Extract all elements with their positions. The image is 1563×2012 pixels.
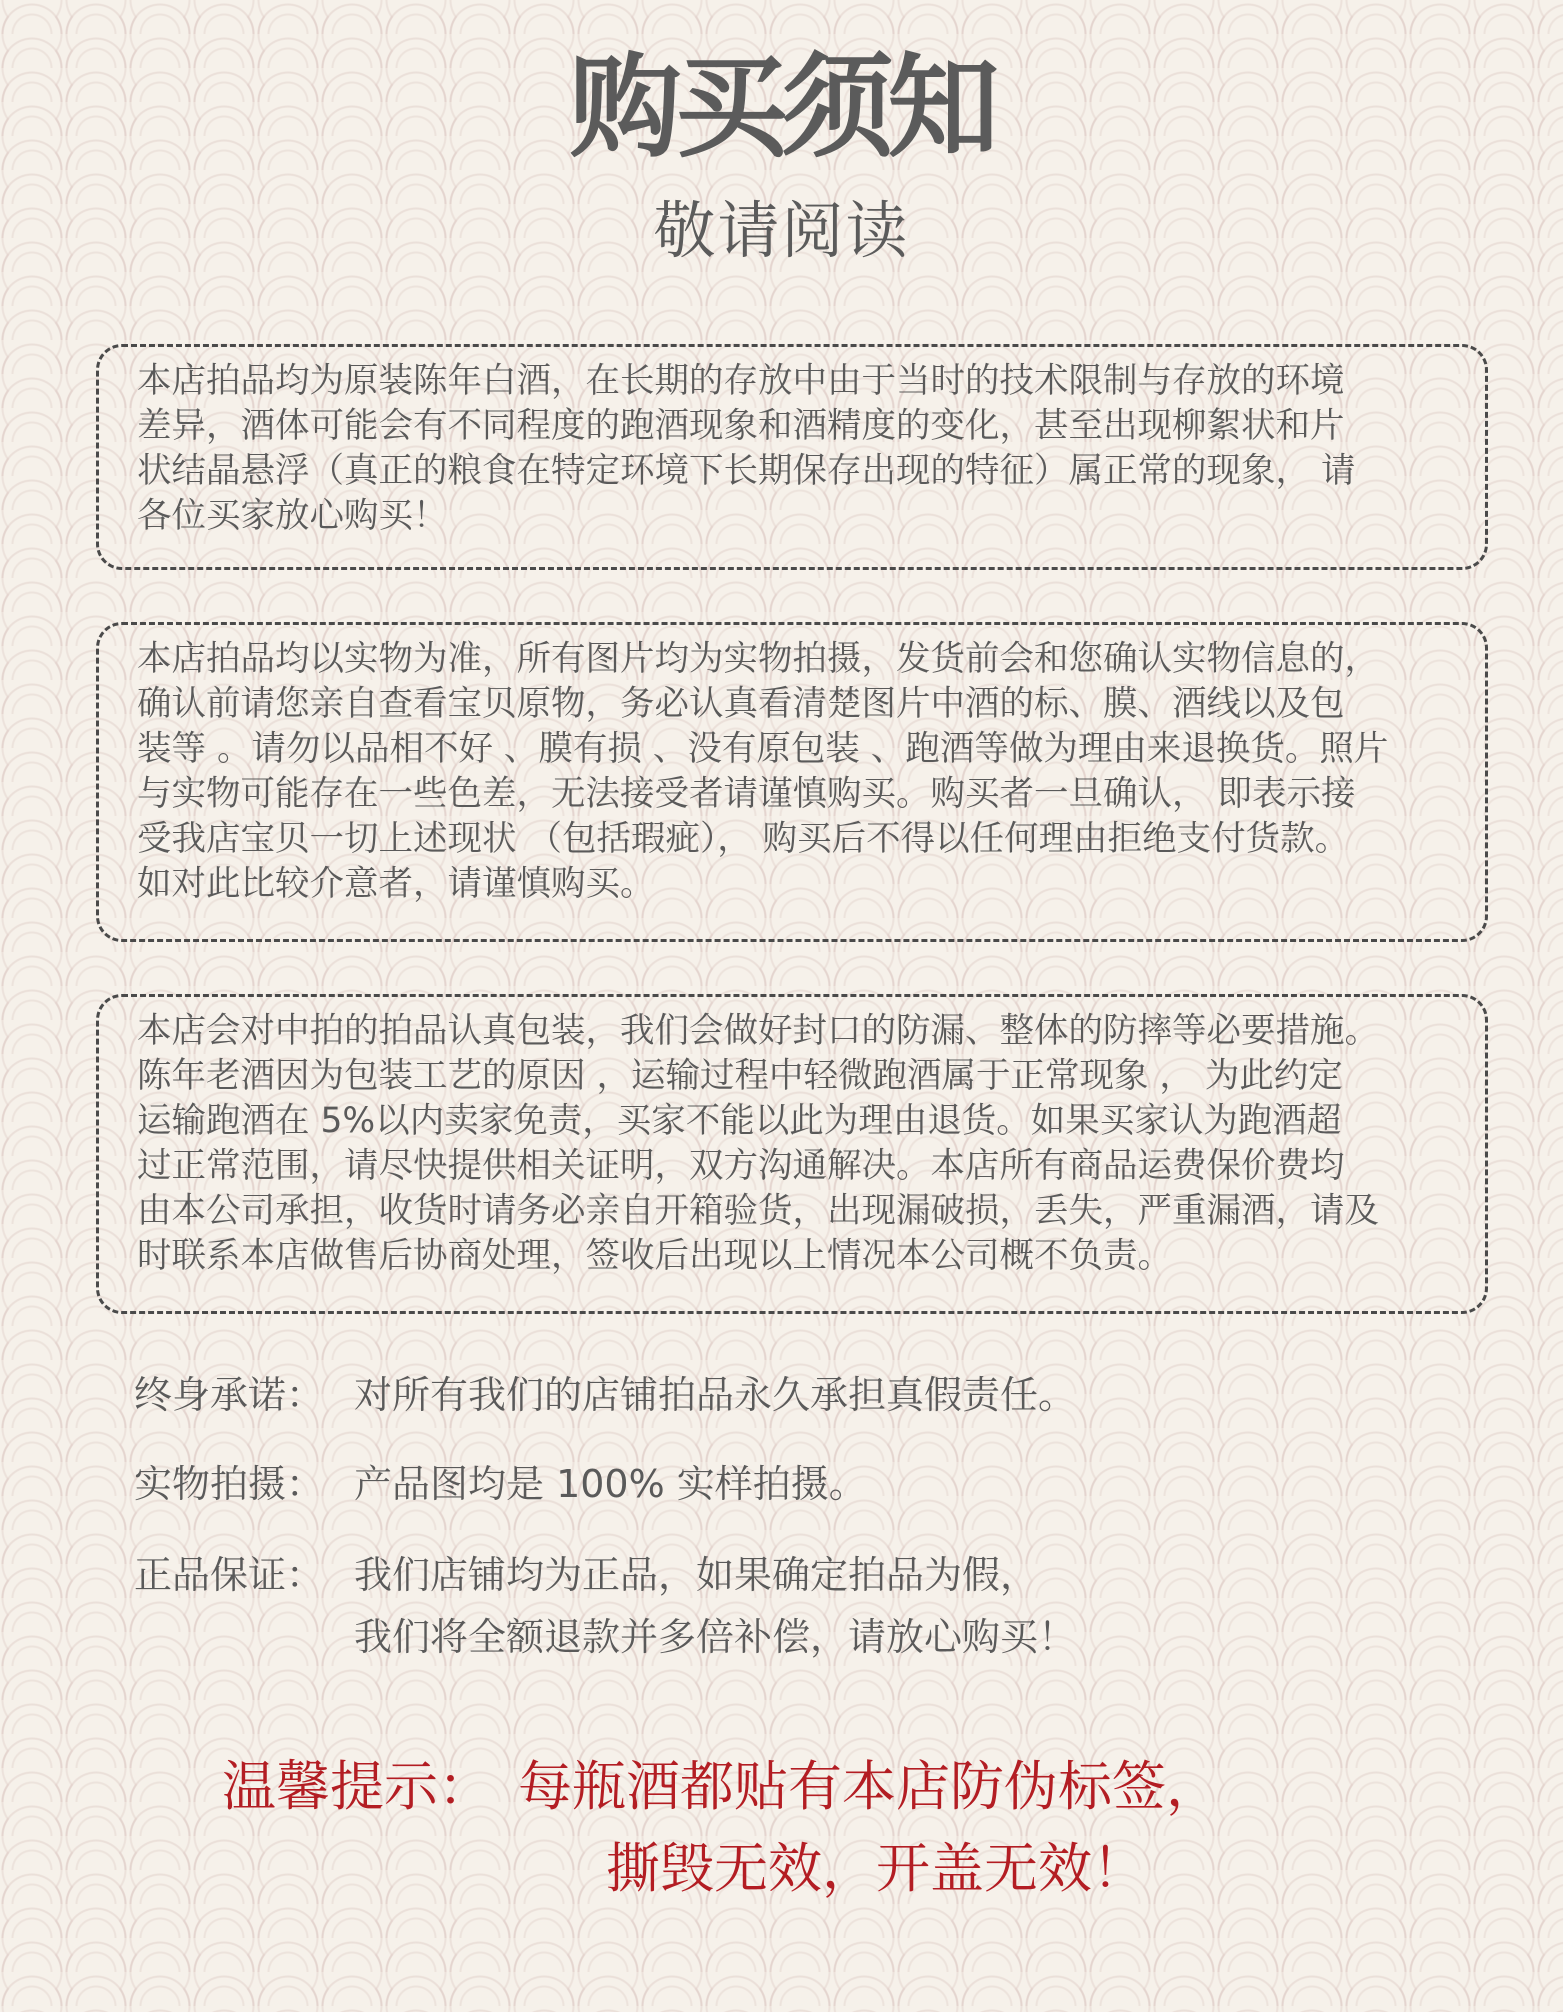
notice-line: 本店会对中拍的拍品认真包装，我们会做好封口的防漏、整体的防摔等必要措施。 <box>137 1011 1379 1051</box>
promise-text-continued: 我们将全额退款并多倍补偿，请放心购买！ <box>354 1615 1077 1659</box>
tip-label: 温馨提示： <box>222 1755 492 1818</box>
notice-line: 装等 。请勿以品相不好 、膜有损 、没有原包装 、跑酒等做为理由来退换货。照片 <box>137 729 1389 769</box>
notice-line: 如对此比较介意者，请谨慎购买。 <box>137 864 655 904</box>
notice-line: 本店拍品均为原装陈年白酒，在长期的存放中由于当时的技术限制与存放的环境 <box>137 361 1345 401</box>
promise-label: 终身承诺： <box>134 1373 325 1417</box>
promise-text: 产品图均是 100% 实样拍摄。 <box>354 1462 867 1506</box>
notice-box-aging <box>96 344 1488 570</box>
notice-box-photos <box>96 622 1488 942</box>
tip-line-1: 每瓶酒都贴有本店防伪标签， <box>518 1755 1220 1818</box>
notice-line: 受我店宝贝一切上述现状 （包括瑕疵）， 购买后不得以任何理由拒绝支付货款。 <box>137 819 1350 859</box>
promise-text: 对所有我们的店铺拍品永久承担真假责任。 <box>354 1373 1077 1417</box>
notice-line: 时联系本店做售后协商处理，签收后出现以上情况本公司概不负责。 <box>137 1236 1172 1276</box>
promise-text: 我们店铺均为正品，如果确定拍品为假， <box>354 1553 1039 1597</box>
notice-line: 本店拍品均以实物为准，所有图片均为实物拍摄，发货前会和您确认实物信息的， <box>137 639 1379 679</box>
notice-line: 各位买家放心购买！ <box>137 496 448 536</box>
promise-lifetime <box>134 1373 1077 1417</box>
promise-photos <box>134 1462 867 1506</box>
notice-box-shipping <box>96 994 1488 1314</box>
promise-label: 实物拍摄： <box>134 1462 325 1506</box>
notice-line: 确认前请您亲自查看宝贝原物，务必认真看清楚图片中酒的标、膜、酒线以及包 <box>137 684 1345 724</box>
tip-line-2: 撕毁无效，开盖无效！ <box>606 1837 1146 1900</box>
promise-authentic <box>134 1553 1077 1659</box>
warm-tip <box>222 1755 1220 1900</box>
notice-line: 差异，酒体可能会有不同程度的跑酒现象和酒精度的变化，甚至出现柳絮状和片 <box>137 406 1345 446</box>
notice-line: 过正常范围，请尽快提供相关证明，双方沟通解决。本店所有商品运费保价费均 <box>137 1146 1345 1186</box>
notice-line: 陈年老酒因为包装工艺的原因 ，运输过程中轻微跑酒属于正常现象 ， 为此约定 <box>137 1056 1343 1096</box>
page-subtitle: 敬请阅读 <box>653 194 910 267</box>
notice-line: 与实物可能存在一些色差，无法接受者请谨慎购买。购买者一旦确认， 即表示接 <box>137 774 1356 814</box>
notice-line: 状结晶悬浮（真正的粮食在特定环境下长期保存出现的特征）属正常的现象， 请 <box>137 451 1356 491</box>
promise-label: 正品保证： <box>134 1553 325 1597</box>
page-title: 购买须知 <box>569 43 994 173</box>
notice-line: 运输跑酒在 5%以内卖家免责，买家不能以此为理由退货。如果买家认为跑酒超 <box>137 1101 1342 1141</box>
notice-line: 由本公司承担，收货时请务必亲自开箱验货，出现漏破损，丢失，严重漏酒，请及 <box>137 1191 1379 1231</box>
